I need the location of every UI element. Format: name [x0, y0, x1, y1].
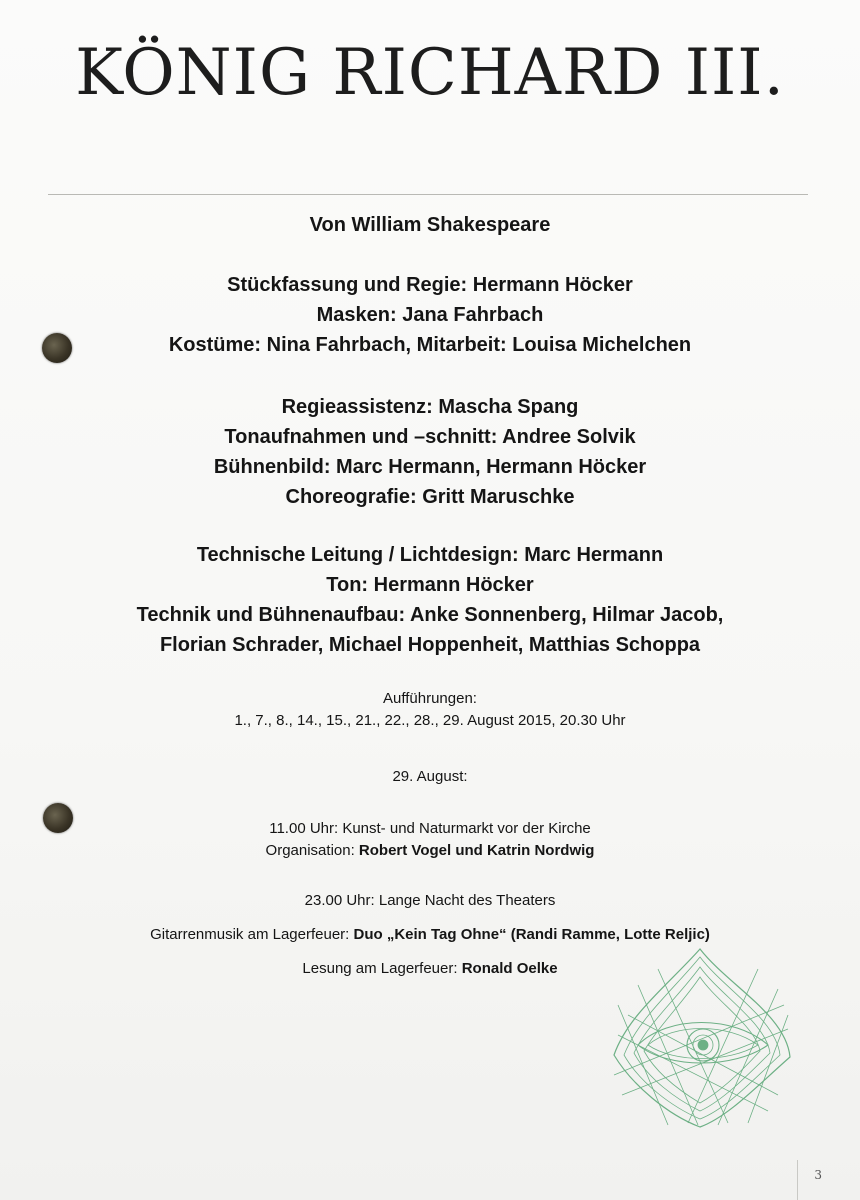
credits-group-assistance [0, 392, 860, 512]
credit-line: Regieassistenz: Mascha Spang [281, 396, 579, 418]
performances-dates: 1., 7., 8., 14., 15., 21., 22., 28., 29. August 2015, 20.30 Uhr [234, 712, 626, 729]
credit-line: Technische Leitung / Lichtdesign: Marc Hermann [196, 544, 664, 566]
title-divider [48, 194, 808, 195]
music-line: Gitarrenmusik am Lagerfeuer: Duo „Kein Tag Ohne“ (Randi Ramme, Lotte Reljic) [150, 926, 710, 943]
credit-line: Masken: Jana Fahrbach [316, 304, 544, 326]
page-title: KÖNIG RICHARD III. [75, 36, 785, 110]
credit-line: Tonaufnahmen und –schnitt: Andree Solvik [224, 426, 636, 448]
credit-line: Kostüme: Nina Fahrbach, Mitarbeit: Louisa Michelchen [168, 334, 692, 356]
credits-group-direction [0, 270, 860, 360]
page-number-divider [797, 1160, 798, 1200]
market-block [0, 818, 860, 862]
credit-line: Florian Schrader, Michael Hoppenheit, Matthias Schoppa [159, 634, 701, 656]
performances-block [0, 688, 860, 732]
night-line: 23.00 Uhr: Lange Nacht des Theaters [304, 892, 556, 909]
reading-line: Lesung am Lagerfeuer: Ronald Oelke [302, 960, 558, 977]
credit-line: Technik und Bühnenaufbau: Anke Sonnenberg, Hilmar Jacob, [136, 604, 724, 626]
credit-line: Ton: Hermann Höcker [326, 574, 534, 596]
author-line: Von William Shakespeare [309, 214, 551, 236]
credit-line: Stückfassung und Regie: Hermann Höcker [227, 274, 633, 296]
credit-line: Choreografie: Gritt Maruschke [285, 486, 575, 508]
eye-leaf-ornament [608, 945, 794, 1131]
credit-line: Bühnenbild: Marc Hermann, Hermann Höcker [213, 456, 647, 478]
market-organisation: Organisation: Robert Vogel und Katrin Nordwig [265, 842, 595, 859]
special-day-heading: 29. August: [392, 768, 468, 785]
market-line: 11.00 Uhr: Kunst- und Naturmarkt vor der Kirche [269, 820, 591, 837]
credits-group-technical [0, 540, 860, 660]
performances-label: Aufführungen: [383, 690, 477, 707]
page-number: 3 [814, 1168, 822, 1182]
